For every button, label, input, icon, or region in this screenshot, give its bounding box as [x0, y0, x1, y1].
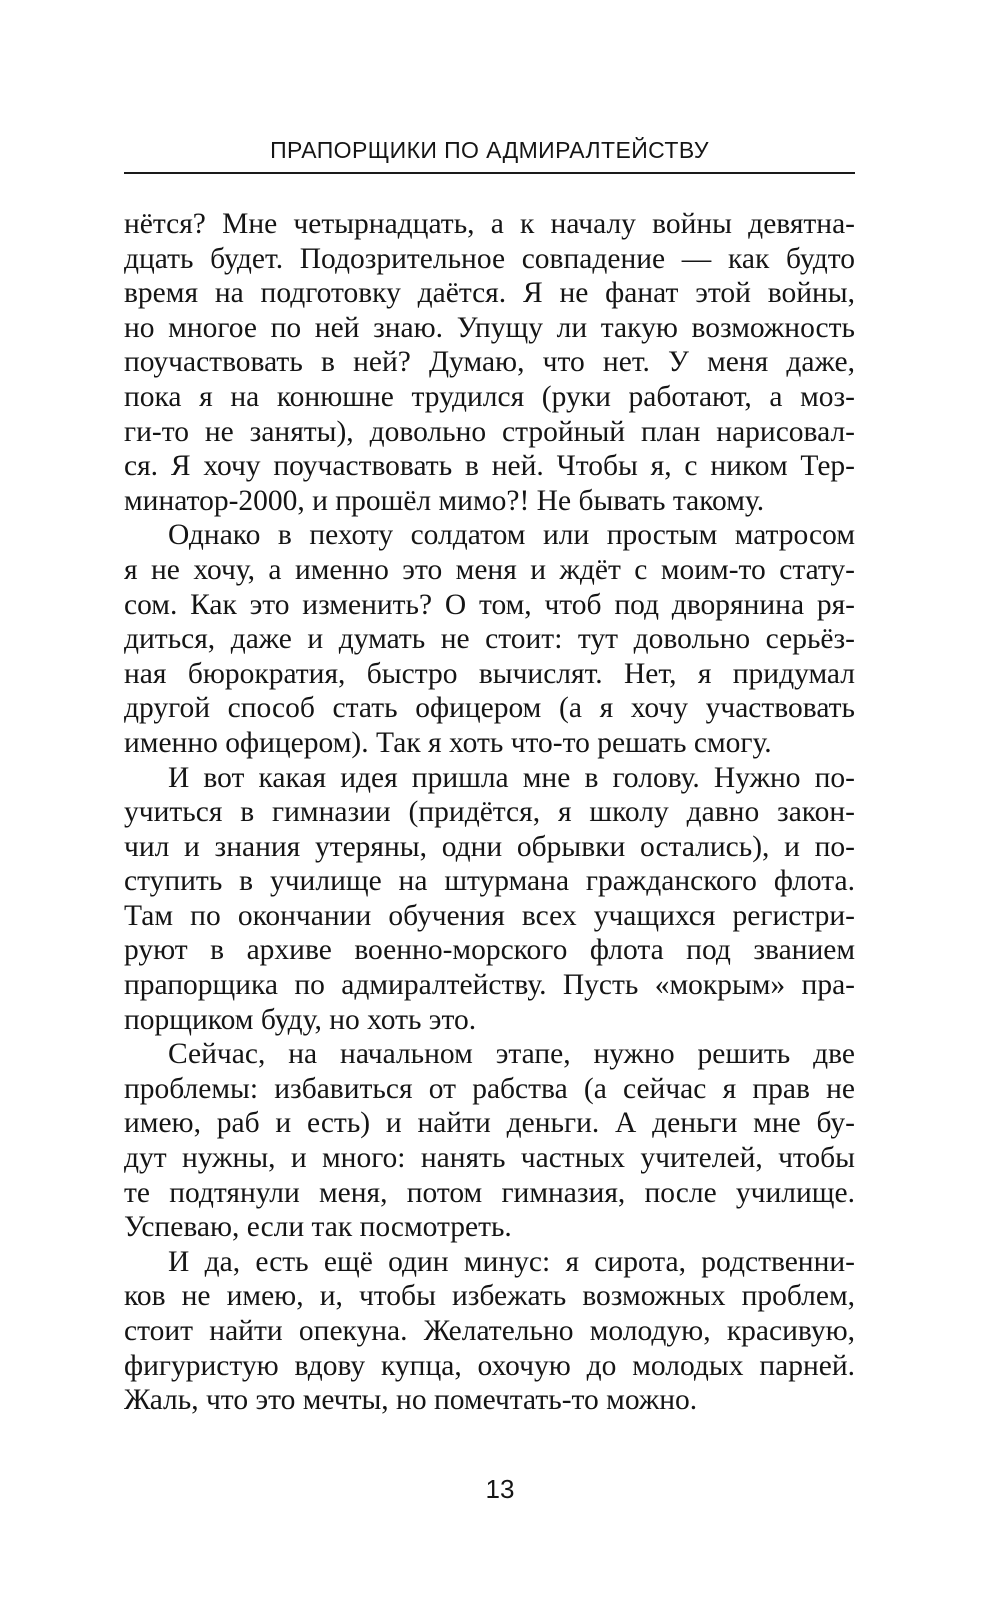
text-line: Там по окончании обучения всех учащихся регистри-: [124, 899, 855, 932]
paragraph: [124, 207, 855, 518]
text-line: ся. Я хочу поучаствовать в ней. Чтобы я, с ником Тер-: [124, 450, 855, 483]
text-line: прапорщика по адмиралтейству. Пусть «мокрым» пра-: [124, 969, 855, 1002]
text-line: те подтянули меня, потом гимназия, после училище.: [124, 1176, 855, 1209]
text-line: фигуристую вдову купца, охочую до молодых парней.: [124, 1349, 855, 1382]
text-line: ги-то не заняты), довольно стройный план нарисовал-: [124, 415, 855, 448]
running-header: [124, 130, 855, 174]
text-line: поучаствовать в ней? Думаю, что нет. У меня даже,: [124, 346, 855, 379]
text-line: другой способ стать офицером (а я хочу участвовать: [124, 692, 855, 725]
text-line: Жаль, что это мечты, но помечтать-то можно.: [124, 1384, 698, 1417]
text-line: стоит найти опекуна. Желательно молодую, красивую,: [124, 1315, 855, 1347]
body-text: [124, 207, 855, 1418]
text-line: ная бюрократия, быстро вычислят. Нет, я придумал: [124, 657, 855, 690]
text-line: учиться в гимназии (придётся, я школу давно закон-: [124, 796, 855, 829]
text-line: имею, раб и есть) и найти деньги. А деньги мне бу-: [124, 1107, 855, 1140]
text-line: И вот какая идея пришла мне в голову. Нужно по-: [168, 761, 855, 794]
text-line: ступить в училище на штурмана гражданского флота.: [124, 865, 855, 898]
text-line: нётся? Мне четырнадцать, а к началу войны девятна-: [124, 208, 855, 240]
text-line: порщиком буду, но хоть это.: [124, 1003, 477, 1036]
paragraph: [124, 1245, 855, 1418]
text-line: проблемы: избавиться от рабства (а сейчас я прав не: [124, 1072, 855, 1105]
text-line: я не хочу, а именно это меня и ждёт с моим-то стату-: [124, 553, 855, 586]
text-line: пока я на конюшне трудился (руки работают, а моз-: [124, 380, 855, 413]
text-line: дцать будет. Подозрительное совпадение — как будто: [124, 242, 855, 275]
text-line: Успеваю, если так посмотреть.: [124, 1211, 512, 1244]
paragraph: [124, 518, 855, 760]
running-title: ПРАПОРЩИКИ ПО АДМИРАЛТЕЙСТВУ: [270, 137, 709, 163]
paragraph: [124, 761, 855, 1038]
text-line: И да, есть ещё один минус: я сирота, родственни-: [168, 1245, 855, 1278]
text-line: минатор-2000, и прошёл мимо?! Не бывать такому.: [124, 484, 765, 517]
text-line: ков не имею, и, чтобы избежать возможных проблем,: [124, 1280, 855, 1313]
text-line: Однако в пехоту солдатом или простым матросом: [168, 519, 855, 552]
text-line: именно офицером). Так я хоть что-то решать смогу.: [124, 726, 772, 759]
text-line: но многое по ней знаю. Упущу ли такую возможность: [124, 311, 855, 344]
text-line: чил и знания утеряны, одни обрывки остались), и по-: [124, 830, 855, 863]
text-line: время на подготовку даётся. Я не фанат этой войны,: [124, 277, 855, 310]
page-number: 13: [485, 1474, 515, 1504]
text-line: сом. Как это изменить? О том, чтоб под дворянина ря-: [124, 588, 855, 621]
text-line: руют в архиве военно-морского флота под званием: [124, 934, 855, 967]
text-line: диться, даже и думать не стоит: тут довольно серьёз-: [124, 623, 855, 656]
text-line: дут нужны, и много: нанять частных учителей, чтобы: [124, 1142, 855, 1175]
text-line: Сейчас, на начальном этапе, нужно решить две: [168, 1038, 855, 1071]
paragraph: [124, 1037, 855, 1245]
